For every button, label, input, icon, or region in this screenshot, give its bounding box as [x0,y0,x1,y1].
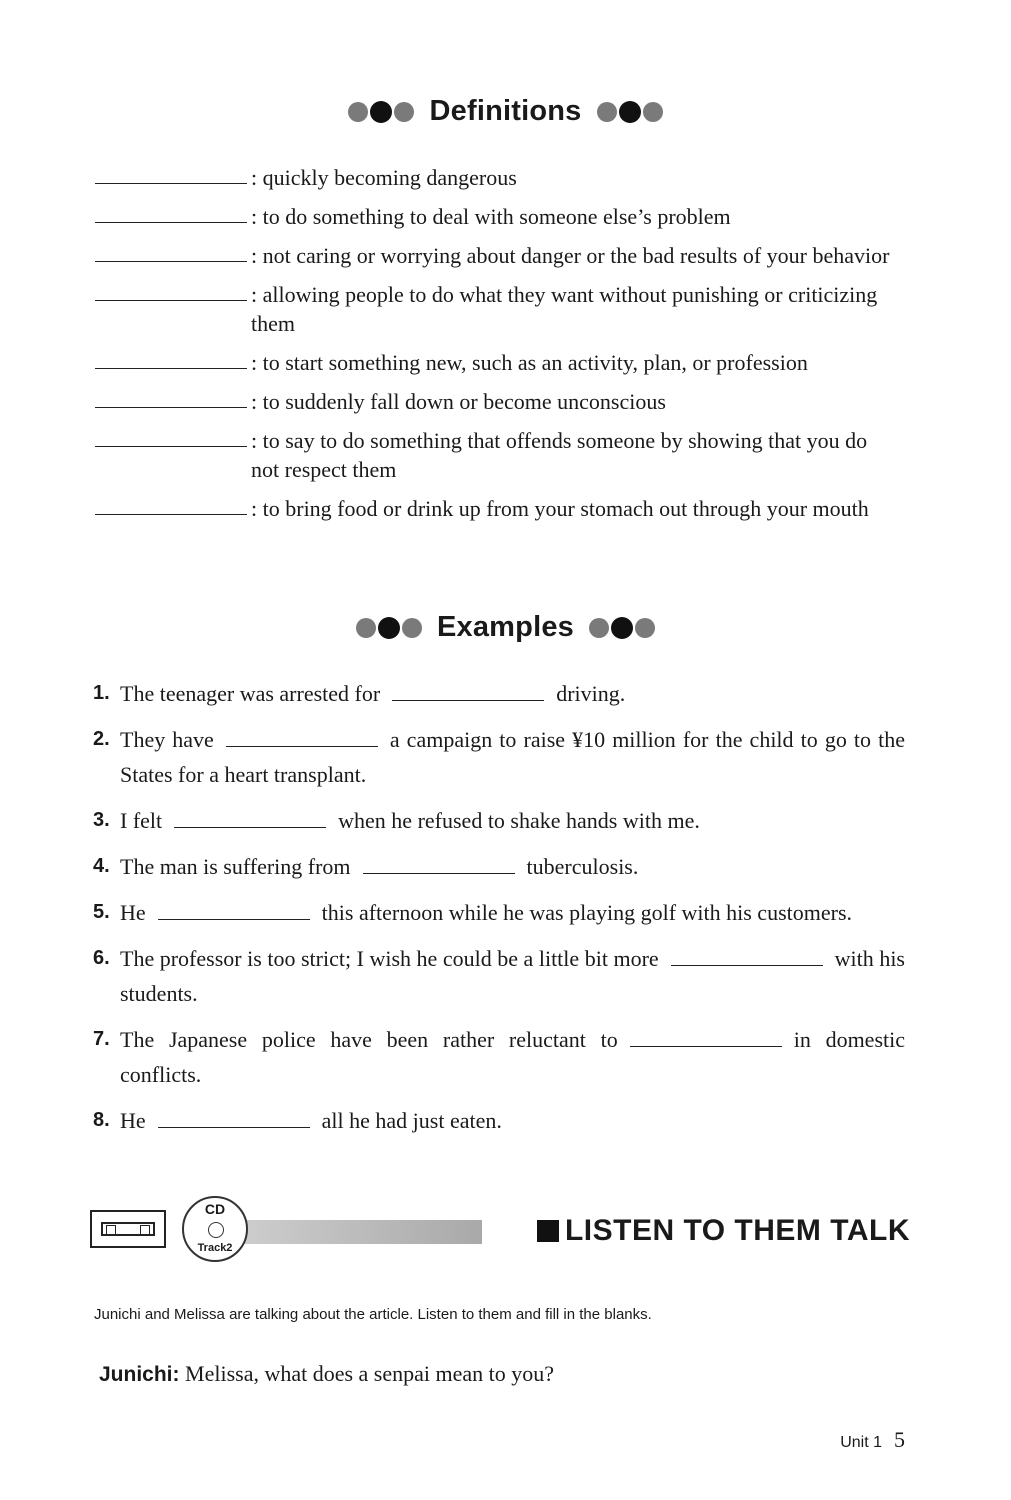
example-number: 2. [93,728,110,750]
definition-row [95,163,915,192]
answer-blank[interactable] [226,728,378,747]
example-row [93,941,905,1011]
dialogue-text: Melissa, what does a senpai mean to you? [185,1361,555,1386]
banner-bar [230,1220,482,1244]
answer-blank[interactable] [95,426,247,447]
example-number: 6. [93,947,110,969]
bullet-dots-icon [347,101,415,123]
bullet-dots-icon [596,101,664,123]
example-sentence: The professor is too strict; I wish he could be a little bit more with his students. [120,946,905,1006]
listen-banner [90,1196,910,1268]
definitions-title: Definitions [429,95,582,127]
examples-title: Examples [436,611,574,643]
definition-text: : to say to do something that offends someone by showing that you do not respect them [251,428,868,482]
definition-row [95,348,915,377]
definition-row [95,494,915,523]
example-row [93,895,905,930]
definition-row [95,387,915,416]
definition-row [95,241,915,270]
definitions-header [0,95,1011,128]
example-sentence: The Japanese police have been rather reluctant to in domestic conflicts. [120,1027,905,1087]
example-number: 4. [93,855,110,877]
definition-row [95,426,915,484]
bullet-dots-icon [588,617,656,639]
definition-text: : to start something new, such as an activity, plan, or profession [251,350,808,375]
definition-text: : quickly becoming dangerous [251,165,517,190]
answer-blank[interactable] [95,202,247,223]
definition-row [95,202,915,231]
bullet-dots-icon [355,617,423,639]
example-number: 1. [93,682,110,704]
page-number: 5 [894,1427,905,1452]
answer-blank[interactable] [95,163,247,184]
example-sentence: The man is suffering from tuberculosis. [120,854,639,879]
definition-row [95,280,915,338]
answer-blank[interactable] [174,809,326,828]
answer-blank[interactable] [95,387,247,408]
answer-blank[interactable] [95,241,247,262]
track-label: Track2 [197,1242,233,1254]
definition-text: : to bring food or drink up from your stomach out through your mouth [251,496,869,521]
answer-blank[interactable] [630,1028,782,1047]
example-sentence: They have a campaign to raise ¥10 million for the child to go to the States for a heart transplant. [120,727,906,787]
cassette-icon [90,1210,166,1248]
square-bullet-icon [537,1220,559,1242]
definition-text: : not caring or worrying about danger or the bad results of your behavior [251,243,890,268]
example-sentence: He this afternoon while he was playing golf with his customers. [120,900,853,925]
example-row [93,1022,905,1092]
answer-blank[interactable] [392,682,544,701]
example-sentence: The teenager was arrested for driving. [120,681,626,706]
cd-icon [182,1196,248,1262]
answer-blank[interactable] [95,494,247,515]
listen-title [537,1214,910,1248]
speaker-name: Junichi [99,1363,173,1386]
example-row [93,849,905,884]
answer-blank[interactable] [363,855,515,874]
example-row [93,803,905,838]
examples-list [93,676,905,1149]
example-number: 3. [93,809,110,831]
definition-text: : to do something to deal with someone else’s problem [251,204,731,229]
instructions-text: Junichi and Melissa are talking about the article. Listen to them and fill in the blanks. [94,1306,652,1323]
example-number: 7. [93,1028,110,1050]
example-sentence: I felt when he refused to shake hands with me. [120,808,700,833]
cd-label: CD [204,1201,226,1217]
answer-blank[interactable] [671,947,823,966]
answer-blank[interactable] [95,348,247,369]
answer-blank[interactable] [158,1109,310,1128]
examples-header [0,611,1011,644]
example-number: 5. [93,901,110,923]
example-number: 8. [93,1109,110,1131]
example-row [93,676,905,711]
answer-blank[interactable] [95,280,247,301]
example-row [93,722,905,792]
definition-text: : allowing people to do what they want without punishing or criticizing them [251,282,878,336]
definition-text: : to suddenly fall down or become unconscious [251,389,666,414]
example-sentence: He all he had just eaten. [120,1108,502,1133]
unit-label: Unit 1 [840,1434,882,1451]
definitions-list [95,163,915,533]
example-row [93,1103,905,1138]
dialogue-line: Junichi: Melissa, what does a senpai mean to you? [99,1361,555,1386]
page-footer [840,1427,905,1453]
listen-title-text: LISTEN TO THEM TALK [564,1214,910,1247]
answer-blank[interactable] [158,901,310,920]
